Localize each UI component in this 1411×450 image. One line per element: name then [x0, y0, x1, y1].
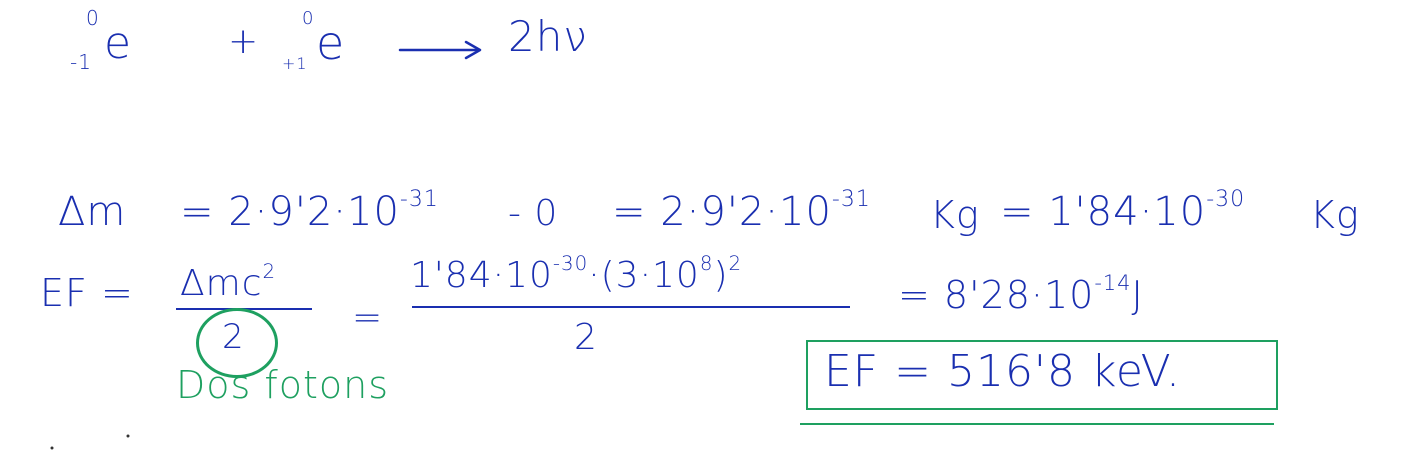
fraction2-numerator-tail: ·(3·10	[588, 255, 700, 296]
energy-result-base: = 8'28·10	[898, 273, 1095, 317]
mass-step1-base: = 2·9'2·10	[180, 189, 400, 235]
mass-step4-unit: Kg	[1310, 193, 1360, 237]
mass-step4-base: = 1'84·10	[1000, 189, 1207, 235]
mass-step3-base: = 2·9'2·10	[612, 189, 832, 235]
fraction2-bar	[412, 306, 850, 308]
fraction1-numerator-exponent: 2	[262, 260, 277, 284]
electron-symbol: e	[104, 18, 133, 69]
fraction1-denominator: 2	[222, 317, 245, 357]
ef-label: EF =	[40, 271, 134, 315]
energy-result-exponent: -14	[1094, 271, 1132, 296]
mass-step4	[1000, 187, 1246, 235]
electron-mass-number: 0	[86, 6, 100, 30]
mass-step3	[612, 187, 871, 235]
fraction1-numerator	[180, 260, 277, 304]
energy-result	[898, 271, 1144, 317]
product-photons: 2hν	[508, 12, 588, 61]
fraction2-numerator-close-exponent: 2	[728, 252, 743, 276]
two-photons-note: Dos fotons	[176, 363, 390, 407]
mass-step4-exponent: -30	[1206, 187, 1246, 213]
positron-mass-number: 0	[302, 8, 315, 29]
mass-step3-exponent: -31	[831, 187, 871, 213]
energy-result-unit: J	[1131, 273, 1144, 317]
fraction1-numerator-base: Δmc	[180, 263, 263, 304]
mass-step1	[180, 187, 439, 235]
positron-charge-number: +1	[282, 54, 308, 73]
fraction2-numerator-tail-exponent: 8	[699, 252, 714, 276]
fraction2-numerator-base: 1'84·10	[410, 255, 553, 296]
positron-symbol: e	[316, 16, 346, 70]
electron-charge-number: -1	[70, 50, 92, 74]
plus-sign: +	[228, 21, 260, 62]
equals-sign: =	[352, 297, 384, 338]
delta-m-label: Δm	[58, 189, 127, 235]
fraction2-numerator	[410, 252, 743, 296]
final-answer-text: EF = 516'8 keV.	[824, 346, 1181, 397]
fraction2-numerator-close: )	[713, 255, 729, 296]
mass-step2: - 0	[508, 193, 559, 234]
fraction2-denominator: 2	[574, 317, 598, 358]
mass-step3-unit: Kg	[930, 193, 980, 237]
fraction2-numerator-exponent: -30	[552, 252, 589, 276]
mass-step1-exponent: -31	[399, 187, 439, 213]
